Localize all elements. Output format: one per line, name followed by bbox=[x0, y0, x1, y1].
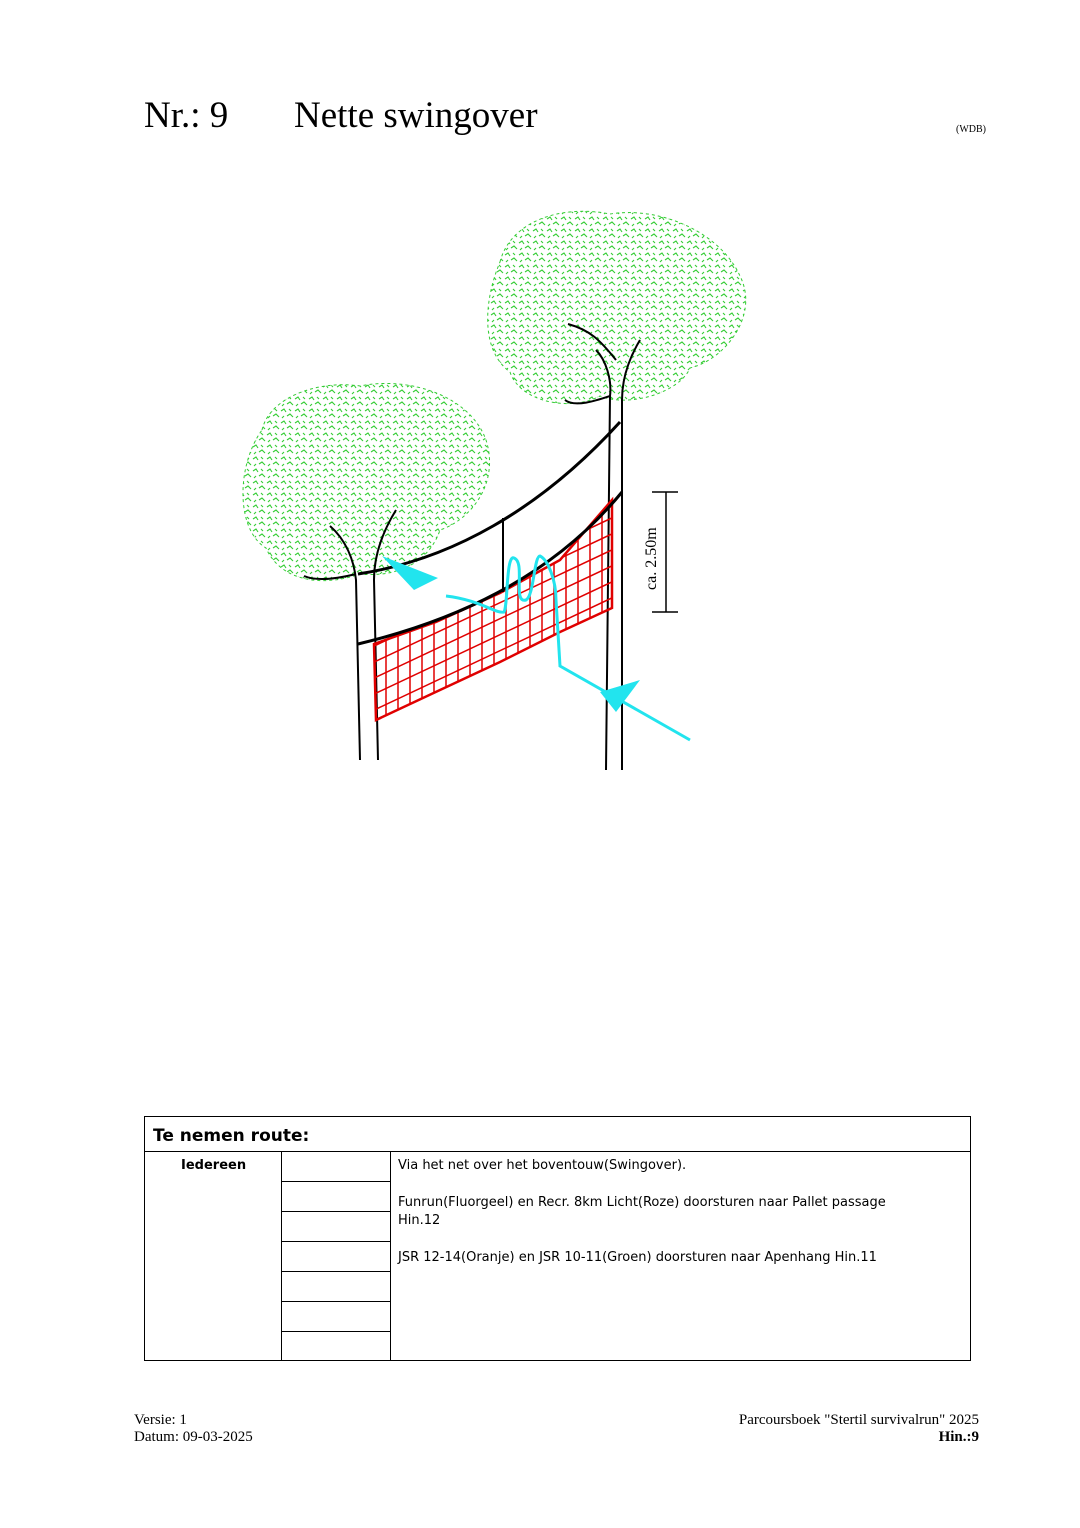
route-body bbox=[145, 1152, 970, 1360]
obstacle-title: Nette swingover bbox=[294, 95, 538, 136]
author-code: (WDB) bbox=[956, 124, 986, 135]
book-title: Parcoursboek "Stertil survivalrun" 2025 bbox=[738, 1412, 979, 1428]
obstacle-number: Nr.: 9 bbox=[144, 95, 229, 136]
footer-left bbox=[134, 1412, 253, 1446]
check-row-divider bbox=[282, 1271, 390, 1272]
check-column bbox=[282, 1152, 391, 1360]
route-line: Funrun(Fluorgeel) en Recr. 8km Licht(Roze) doorsturen naar Pallet passage Hin.12 bbox=[398, 1195, 886, 1228]
check-row-divider bbox=[282, 1181, 390, 1182]
dimension-label: ca. 2.50m bbox=[643, 527, 660, 590]
route-line: JSR 12-14(Oranje) en JSR 10-11(Groen) doorsturen naar Apenhang Hin.11 bbox=[398, 1250, 877, 1265]
route-line: Via het net over het boventouw(Swingover). bbox=[398, 1158, 687, 1173]
check-row-divider bbox=[282, 1211, 390, 1212]
description-column bbox=[391, 1152, 970, 1360]
route-heading: Te nemen route: bbox=[145, 1117, 970, 1152]
check-row-divider bbox=[282, 1241, 390, 1242]
check-row-divider bbox=[282, 1331, 390, 1332]
tree-icon bbox=[488, 211, 746, 770]
who-label: Iedereen bbox=[181, 1158, 247, 1173]
who-column bbox=[145, 1152, 282, 1360]
date: Datum: 09-03-2025 bbox=[134, 1429, 253, 1445]
footer-right bbox=[739, 1412, 979, 1446]
version: Versie: 1 bbox=[134, 1412, 187, 1428]
page-number: Hin.:9 bbox=[938, 1429, 979, 1445]
check-row-divider bbox=[282, 1301, 390, 1302]
route-table bbox=[144, 1116, 971, 1361]
